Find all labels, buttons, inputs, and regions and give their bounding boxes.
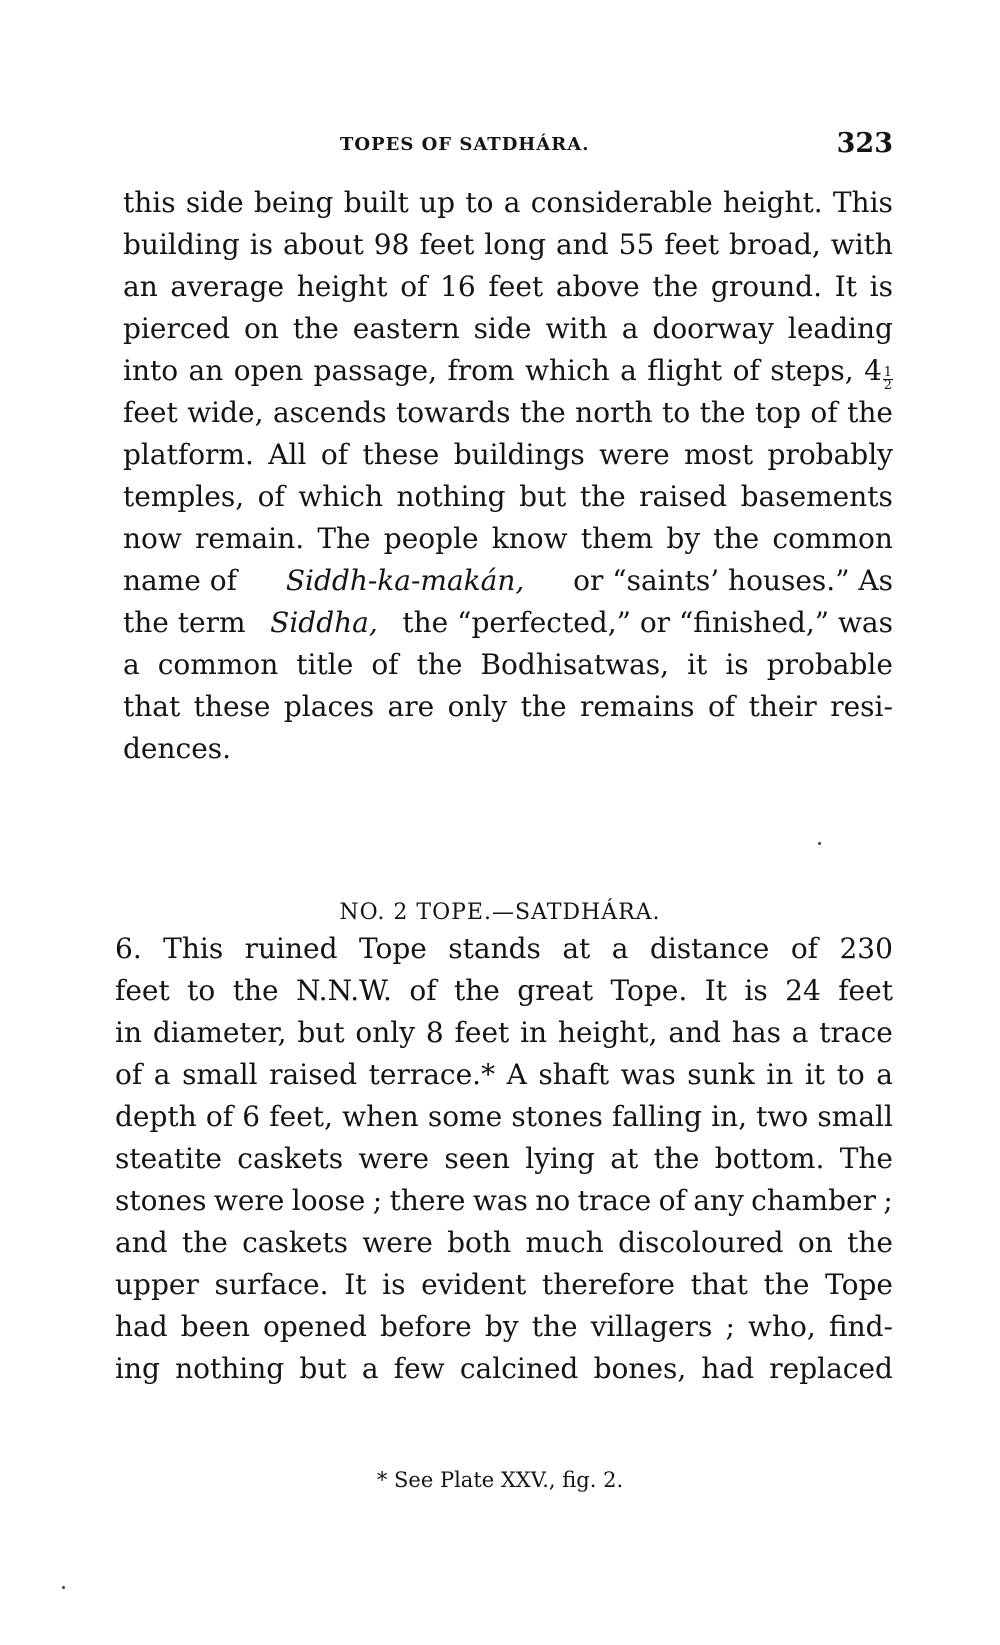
word: The bbox=[317, 522, 371, 555]
word: stands bbox=[448, 932, 541, 965]
word: the bbox=[416, 648, 463, 681]
word: Bodhisatwas, bbox=[480, 648, 670, 681]
word: the bbox=[653, 1142, 700, 1175]
word: the bbox=[847, 396, 893, 429]
word: replaced bbox=[769, 1352, 893, 1385]
word: 16 bbox=[440, 270, 476, 303]
word: average bbox=[170, 270, 285, 303]
word: feet bbox=[838, 974, 893, 1007]
word: common bbox=[772, 522, 893, 555]
word: feet bbox=[123, 396, 178, 429]
word: few bbox=[393, 1352, 445, 1385]
word: 4 $\frac{1}{2}$ bbox=[864, 354, 893, 393]
word: probable bbox=[766, 648, 893, 681]
word: in bbox=[520, 1016, 548, 1049]
word: nothing bbox=[396, 480, 506, 513]
print-speck bbox=[818, 842, 821, 845]
word: lying bbox=[525, 1142, 595, 1175]
text-line bbox=[115, 1100, 893, 1134]
word: title bbox=[296, 648, 354, 681]
word: nothing bbox=[175, 1352, 285, 1385]
text-line bbox=[115, 1016, 893, 1050]
word: basements bbox=[740, 480, 893, 513]
word: an bbox=[123, 270, 158, 303]
word: broad, bbox=[729, 228, 821, 261]
word: of bbox=[409, 974, 437, 1007]
word: seen bbox=[444, 1142, 510, 1175]
word: falling bbox=[612, 1100, 702, 1133]
word: find- bbox=[828, 1310, 893, 1343]
word: and bbox=[115, 1226, 168, 1259]
fraction: $\frac{1}{2}$ bbox=[883, 365, 893, 393]
word: feet bbox=[115, 974, 170, 1007]
word: a bbox=[620, 354, 637, 387]
word: two bbox=[756, 1100, 809, 1133]
word: All bbox=[268, 438, 307, 471]
word: small bbox=[817, 1100, 893, 1133]
text-line: dences. bbox=[123, 732, 232, 765]
word: to bbox=[465, 186, 494, 219]
word: a bbox=[123, 648, 140, 681]
word: by bbox=[666, 522, 701, 555]
word: sunk bbox=[687, 1058, 755, 1091]
word: of bbox=[732, 354, 760, 387]
word: in bbox=[115, 1016, 142, 1049]
word: when bbox=[342, 1100, 419, 1133]
word: remain. bbox=[195, 522, 305, 555]
word: were bbox=[362, 1226, 433, 1259]
text-line bbox=[115, 1268, 893, 1302]
word: height bbox=[296, 270, 388, 303]
word: raised bbox=[639, 480, 728, 513]
word: caskets bbox=[237, 1142, 344, 1175]
word: ; bbox=[372, 1184, 383, 1217]
text-line bbox=[123, 228, 893, 262]
word: long bbox=[484, 228, 546, 261]
word: is bbox=[382, 1268, 406, 1301]
word: Tope bbox=[358, 932, 427, 965]
word: a bbox=[503, 186, 521, 219]
word: of bbox=[115, 1058, 143, 1091]
word: to bbox=[187, 974, 216, 1007]
word: feet bbox=[488, 270, 544, 303]
text-line bbox=[123, 564, 893, 598]
word: and bbox=[555, 228, 609, 261]
word: the bbox=[652, 270, 699, 303]
word: caskets bbox=[242, 1226, 349, 1259]
word: feet bbox=[454, 1016, 510, 1049]
word: now bbox=[123, 522, 182, 555]
word: that bbox=[690, 1268, 748, 1301]
word: height, bbox=[557, 1016, 658, 1049]
word: 8 bbox=[425, 1016, 444, 1049]
word: of bbox=[658, 1184, 686, 1217]
word: raised bbox=[269, 1058, 358, 1091]
word: had bbox=[701, 1352, 755, 1385]
word: of bbox=[205, 1100, 234, 1133]
word: discoloured bbox=[618, 1226, 784, 1259]
word: This bbox=[163, 932, 224, 965]
text-line bbox=[115, 1310, 893, 1344]
word: a bbox=[621, 312, 639, 345]
word: towards bbox=[396, 396, 511, 429]
word: the bbox=[292, 312, 339, 345]
word: the bbox=[454, 974, 500, 1007]
word: there bbox=[389, 1184, 466, 1217]
word: temples, bbox=[123, 480, 245, 513]
word: 24 bbox=[785, 974, 821, 1007]
word: which bbox=[525, 354, 610, 387]
word: a bbox=[791, 1016, 809, 1049]
word: bones, bbox=[593, 1352, 687, 1385]
word: villagers bbox=[590, 1310, 713, 1343]
text-line bbox=[123, 270, 893, 304]
word: but bbox=[299, 1352, 347, 1385]
text-line bbox=[123, 438, 893, 472]
word: It bbox=[704, 974, 727, 1007]
word: them bbox=[580, 522, 654, 555]
text-line bbox=[123, 480, 893, 514]
word: A bbox=[506, 1058, 527, 1091]
word: is bbox=[725, 648, 749, 681]
word: of bbox=[707, 690, 736, 723]
word: the bbox=[519, 396, 566, 429]
word: north bbox=[575, 396, 653, 429]
text-line bbox=[115, 1352, 893, 1386]
word: that bbox=[123, 690, 181, 723]
word: ; bbox=[883, 1184, 893, 1217]
word: into bbox=[123, 354, 179, 387]
word: about bbox=[283, 228, 364, 261]
word: above bbox=[555, 270, 640, 303]
word: only bbox=[447, 690, 508, 723]
line-rest: or “saints’ houses.” As bbox=[573, 564, 893, 597]
word: feet, bbox=[269, 1100, 333, 1133]
word: opened bbox=[263, 1310, 367, 1343]
line-lead: the term bbox=[123, 606, 246, 639]
running-head bbox=[118, 128, 893, 168]
word: It bbox=[344, 1268, 367, 1301]
word: pierced bbox=[123, 312, 231, 345]
word: were bbox=[213, 1184, 285, 1217]
word: a bbox=[611, 932, 629, 965]
word: ascends bbox=[272, 396, 387, 429]
word: some bbox=[427, 1100, 503, 1133]
word: stones bbox=[115, 1184, 207, 1217]
word: 55 bbox=[618, 228, 655, 261]
word: trace bbox=[577, 1184, 652, 1217]
word: but bbox=[519, 480, 567, 513]
word: wide, bbox=[187, 396, 264, 429]
text-line bbox=[123, 648, 893, 682]
word: were bbox=[358, 1142, 430, 1175]
word: terrace.* bbox=[368, 1058, 496, 1091]
word: built bbox=[343, 186, 409, 219]
word: of bbox=[320, 438, 349, 471]
text-line bbox=[115, 932, 893, 966]
word: surface. bbox=[214, 1268, 329, 1301]
word: feet bbox=[419, 228, 475, 261]
word: flight bbox=[647, 354, 723, 387]
word: these bbox=[193, 690, 271, 723]
word: with bbox=[545, 312, 608, 345]
word: distance bbox=[649, 932, 770, 965]
word: at bbox=[610, 1142, 639, 1175]
running-title: TOPES OF SATDHÁRA. bbox=[340, 134, 590, 155]
word: eastern bbox=[352, 312, 460, 345]
word: common bbox=[157, 648, 279, 681]
word: open bbox=[233, 354, 304, 387]
word: being bbox=[254, 186, 334, 219]
word: ground. bbox=[710, 270, 822, 303]
word: of bbox=[790, 932, 819, 965]
word: of bbox=[400, 270, 428, 303]
word: been bbox=[180, 1310, 250, 1343]
word: probably bbox=[767, 438, 893, 471]
word: much bbox=[525, 1226, 604, 1259]
text-line bbox=[123, 312, 893, 346]
word: in bbox=[766, 1058, 794, 1091]
word: with bbox=[830, 228, 893, 261]
line-lead: name of bbox=[123, 564, 237, 597]
word: considerable bbox=[530, 186, 713, 219]
word: to bbox=[662, 396, 691, 429]
word: resi- bbox=[830, 690, 893, 723]
word: trace bbox=[819, 1016, 893, 1049]
word: an bbox=[188, 354, 224, 387]
word: Tope bbox=[825, 1268, 893, 1301]
word: passage, bbox=[313, 354, 437, 387]
word: it bbox=[804, 1058, 826, 1091]
word: 6 bbox=[242, 1100, 261, 1133]
italic-term: Siddh-ka-makán, bbox=[285, 564, 525, 597]
text-line bbox=[123, 186, 893, 220]
word: therefore bbox=[541, 1268, 675, 1301]
word: of bbox=[810, 396, 838, 429]
text-line bbox=[123, 354, 893, 392]
word: bottom. bbox=[714, 1142, 825, 1175]
word: the bbox=[520, 690, 567, 723]
word: most bbox=[684, 438, 754, 471]
word: 98 bbox=[373, 228, 410, 261]
word: is bbox=[744, 974, 768, 1007]
word: top bbox=[754, 396, 801, 429]
word: side bbox=[185, 186, 244, 219]
word: any bbox=[693, 1184, 744, 1217]
word: leading bbox=[787, 312, 893, 345]
word: and bbox=[668, 1016, 722, 1049]
text-line bbox=[115, 1226, 893, 1260]
footnote: * See Plate XXV., fig. 2. bbox=[376, 1468, 624, 1492]
word: is bbox=[249, 228, 274, 261]
word: building bbox=[123, 228, 240, 261]
word: shaft bbox=[538, 1058, 610, 1091]
word: at bbox=[562, 932, 591, 965]
word: buildings bbox=[453, 438, 585, 471]
word: the bbox=[579, 480, 626, 513]
text-line bbox=[123, 690, 893, 724]
word: their bbox=[748, 690, 817, 723]
word: the bbox=[847, 1226, 893, 1259]
italic-term: Siddha, bbox=[270, 606, 378, 639]
word: had bbox=[115, 1310, 168, 1343]
word: This bbox=[832, 186, 893, 219]
text-line bbox=[115, 1142, 893, 1176]
word: no bbox=[535, 1184, 571, 1217]
word: depth bbox=[115, 1100, 197, 1133]
word: were bbox=[599, 438, 670, 471]
word: upper bbox=[115, 1268, 199, 1301]
word: only bbox=[355, 1016, 416, 1049]
text-line bbox=[123, 522, 893, 556]
word: ing bbox=[115, 1352, 160, 1385]
word: places bbox=[283, 690, 375, 723]
word: doorway bbox=[652, 312, 774, 345]
word: calcined bbox=[459, 1352, 579, 1385]
line-rest: the “perfected,” or “finished,” was bbox=[402, 606, 893, 639]
word: which bbox=[298, 480, 383, 513]
word: of bbox=[257, 480, 285, 513]
word: The bbox=[839, 1142, 893, 1175]
word: a bbox=[361, 1352, 379, 1385]
word: the bbox=[531, 1310, 578, 1343]
word: the bbox=[699, 396, 746, 429]
word: N.N.W. bbox=[295, 974, 392, 1007]
word: feet bbox=[664, 228, 720, 261]
word: height. bbox=[722, 186, 823, 219]
word: the bbox=[763, 1268, 810, 1301]
word: people bbox=[383, 522, 479, 555]
word: ; bbox=[725, 1310, 735, 1343]
text-line bbox=[115, 974, 893, 1008]
word: side bbox=[473, 312, 532, 345]
word: to bbox=[836, 1058, 865, 1091]
word: diameter, bbox=[152, 1016, 287, 1049]
print-speck bbox=[62, 1586, 65, 1589]
word: Tope. bbox=[610, 974, 688, 1007]
word: on bbox=[797, 1226, 833, 1259]
word: 6. bbox=[115, 932, 142, 965]
word: the bbox=[713, 522, 760, 555]
word: the bbox=[181, 1226, 228, 1259]
word: before bbox=[380, 1310, 472, 1343]
word: on bbox=[244, 312, 279, 345]
word: small bbox=[182, 1058, 258, 1091]
word: great bbox=[517, 974, 594, 1007]
word: remains bbox=[579, 690, 695, 723]
word: was bbox=[472, 1184, 528, 1217]
page-number: 323 bbox=[836, 128, 893, 159]
word: who, bbox=[748, 1310, 816, 1343]
word: loose bbox=[291, 1184, 366, 1217]
word: steps, bbox=[770, 354, 854, 387]
word: know bbox=[491, 522, 568, 555]
word: it bbox=[687, 648, 708, 681]
word: are bbox=[387, 690, 435, 723]
word: up bbox=[419, 186, 456, 219]
section-heading: NO. 2 TOPE.—SATDHÁRA. bbox=[339, 900, 661, 925]
word: by bbox=[484, 1310, 519, 1343]
word: steatite bbox=[115, 1142, 222, 1175]
text-line bbox=[115, 1058, 893, 1092]
word: both bbox=[447, 1226, 512, 1259]
word: 230 bbox=[839, 932, 893, 965]
word: was bbox=[620, 1058, 676, 1091]
text-line bbox=[123, 606, 893, 640]
word: of bbox=[371, 648, 399, 681]
word: in, bbox=[711, 1100, 747, 1133]
word: the bbox=[232, 974, 279, 1007]
word: evident bbox=[421, 1268, 527, 1301]
text-line bbox=[123, 396, 893, 430]
word: a bbox=[153, 1058, 171, 1091]
word: It bbox=[834, 270, 857, 303]
text-line bbox=[115, 1184, 893, 1218]
word: is bbox=[869, 270, 893, 303]
word: this bbox=[123, 186, 176, 219]
word: these bbox=[362, 438, 440, 471]
word: a bbox=[876, 1058, 893, 1091]
word: chamber bbox=[751, 1184, 877, 1217]
word: but bbox=[297, 1016, 345, 1049]
word: ruined bbox=[244, 932, 338, 965]
word: platform. bbox=[123, 438, 254, 471]
word: stones bbox=[511, 1100, 603, 1133]
word: has bbox=[731, 1016, 781, 1049]
word: from bbox=[447, 354, 515, 387]
